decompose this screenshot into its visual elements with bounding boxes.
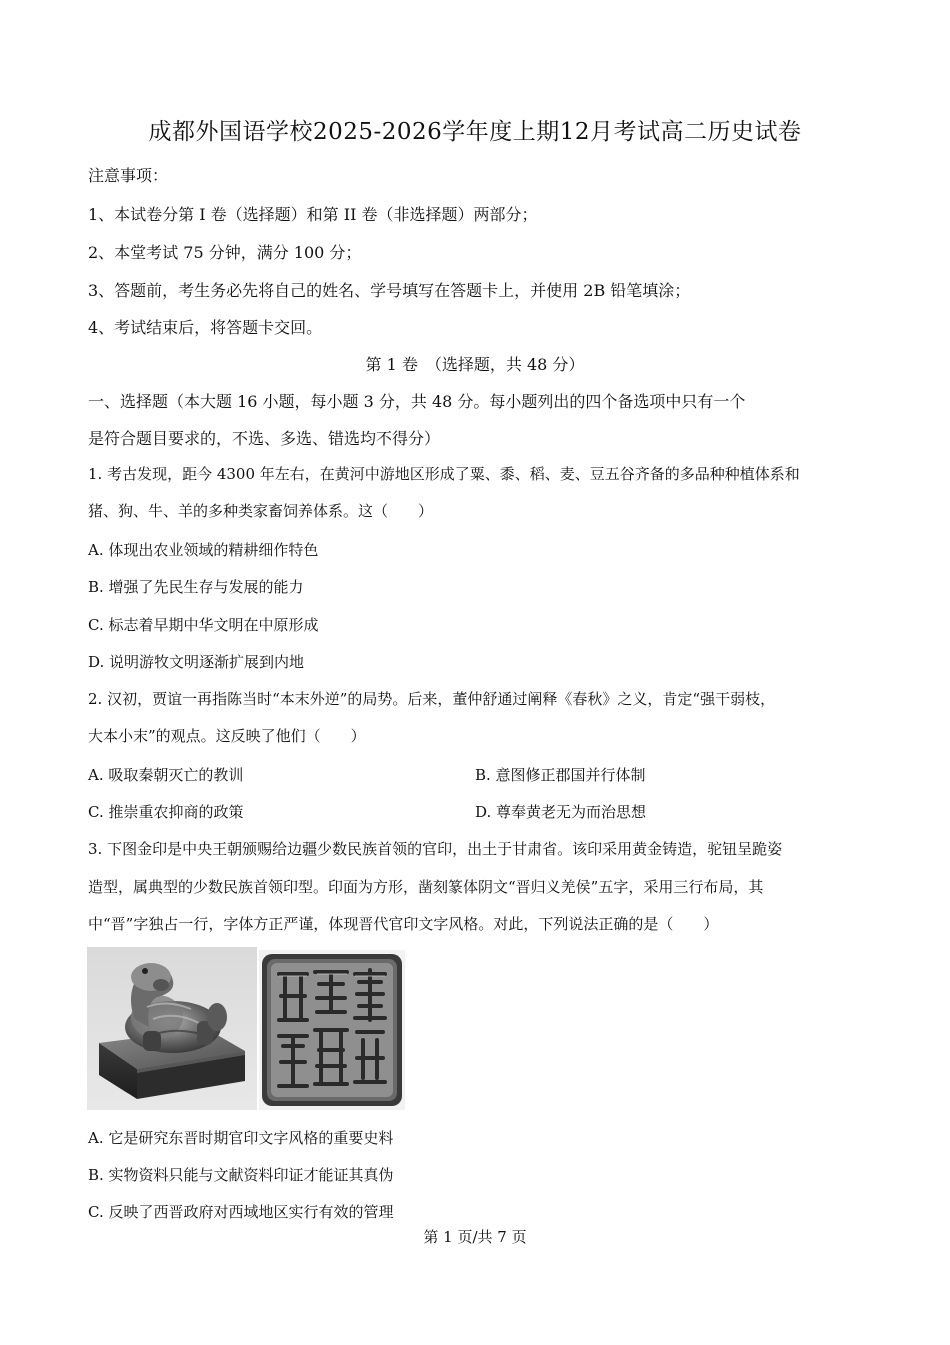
question-1-stem-line2: 猪、狗、牛、羊的多种类家畜饲养体系。这（ ） bbox=[88, 502, 434, 520]
question-3-stem-line1: 3. 下图金印是中央王朝颁赐给边疆少数民族首领的官印，出土于甘肃省。该印采用黄金铸造，驼钮呈跪姿 bbox=[88, 840, 783, 858]
question-2-option-c: C. 推崇重农抑商的政策 bbox=[88, 803, 244, 821]
section-instruction-line2: 是符合题目要求的，不选、多选、错选均不得分） bbox=[88, 429, 441, 448]
question-2-option-b: B. 意图修正郡国并行体制 bbox=[475, 766, 646, 784]
question-1-option-d: D. 说明游牧文明逐渐扩展到内地 bbox=[88, 653, 305, 671]
notice-item: 3、答题前，考生务必先将自己的姓名、学号填写在答题卡上，并使用 2B 铅笔填涂； bbox=[88, 281, 691, 300]
question-1-option-a: A. 体现出农业领域的精耕细作特色 bbox=[88, 541, 319, 559]
question-1-option-c: C. 标志着早期中华文明在中原形成 bbox=[88, 616, 319, 634]
question-3-stem-line3: 中“晋”字独占一行，字体方正严谨，体现晋代官印文字风格。对此，下列说法正确的是（ ） bbox=[88, 915, 719, 933]
notice-item: 2、本堂考试 75 分钟，满分 100 分； bbox=[88, 243, 362, 262]
question-3-option-b: B. 实物资料只能与文献资料印证才能证其真伪 bbox=[88, 1166, 394, 1184]
notice-item: 1、本试卷分第 I 卷（选择题）和第 II 卷（非选择题）两部分； bbox=[88, 205, 538, 224]
seal-face-image bbox=[259, 950, 405, 1110]
question-3-option-a: A. 它是研究东晋时期官印文字风格的重要史料 bbox=[88, 1129, 394, 1147]
section-instruction-line1: 一、选择题（本大题 16 小题，每小题 3 分，共 48 分。每小题列出的四个备选项中只有一个 bbox=[88, 392, 746, 411]
exam-title: 成都外国语学校2025-2026学年度上期12月考试高二历史试卷 bbox=[148, 119, 802, 145]
notice-heading: 注意事项： bbox=[88, 166, 169, 185]
question-2-stem-line2: 大本小末”的观点。这反映了他们（ ） bbox=[88, 727, 366, 745]
notice-item: 4、考试结束后，将答题卡交回。 bbox=[88, 318, 323, 337]
question-2-option-d: D. 尊奉黄老无为而治思想 bbox=[475, 803, 647, 821]
question-3-option-c: C. 反映了西晋政府对西域地区实行有效的管理 bbox=[88, 1203, 394, 1221]
seal-knob-image bbox=[87, 947, 257, 1110]
question-1-stem-line1: 1. 考古发现，距今 4300 年左右，在黄河中游地区形成了粟、黍、稻、麦、豆五谷齐备的多品种种植体系和 bbox=[88, 465, 800, 483]
question-2-stem-line1: 2. 汉初，贾谊一再指陈当时“本末外逆”的局势。后来，董仲舒通过阐释《春秋》之义，肯定“强干弱枝， bbox=[88, 690, 776, 708]
seal-knob-photo bbox=[87, 947, 257, 1110]
seal-face-photo bbox=[259, 950, 405, 1110]
page-footer: 第 1 页/共 7 页 bbox=[423, 1228, 527, 1246]
question-1-option-b: B. 增强了先民生存与发展的能力 bbox=[88, 578, 304, 596]
question-3-stem-line2: 造型，属典型的少数民族首领印型。印面为方形，凿刻篆体阴文“晋归义羌侯”五字，采用三行布局，其 bbox=[88, 878, 764, 896]
question-2-option-a: A. 吸取秦朝灭亡的教训 bbox=[88, 766, 244, 784]
volume-heading: 第 1 卷 （选择题，共 48 分） bbox=[365, 355, 585, 374]
